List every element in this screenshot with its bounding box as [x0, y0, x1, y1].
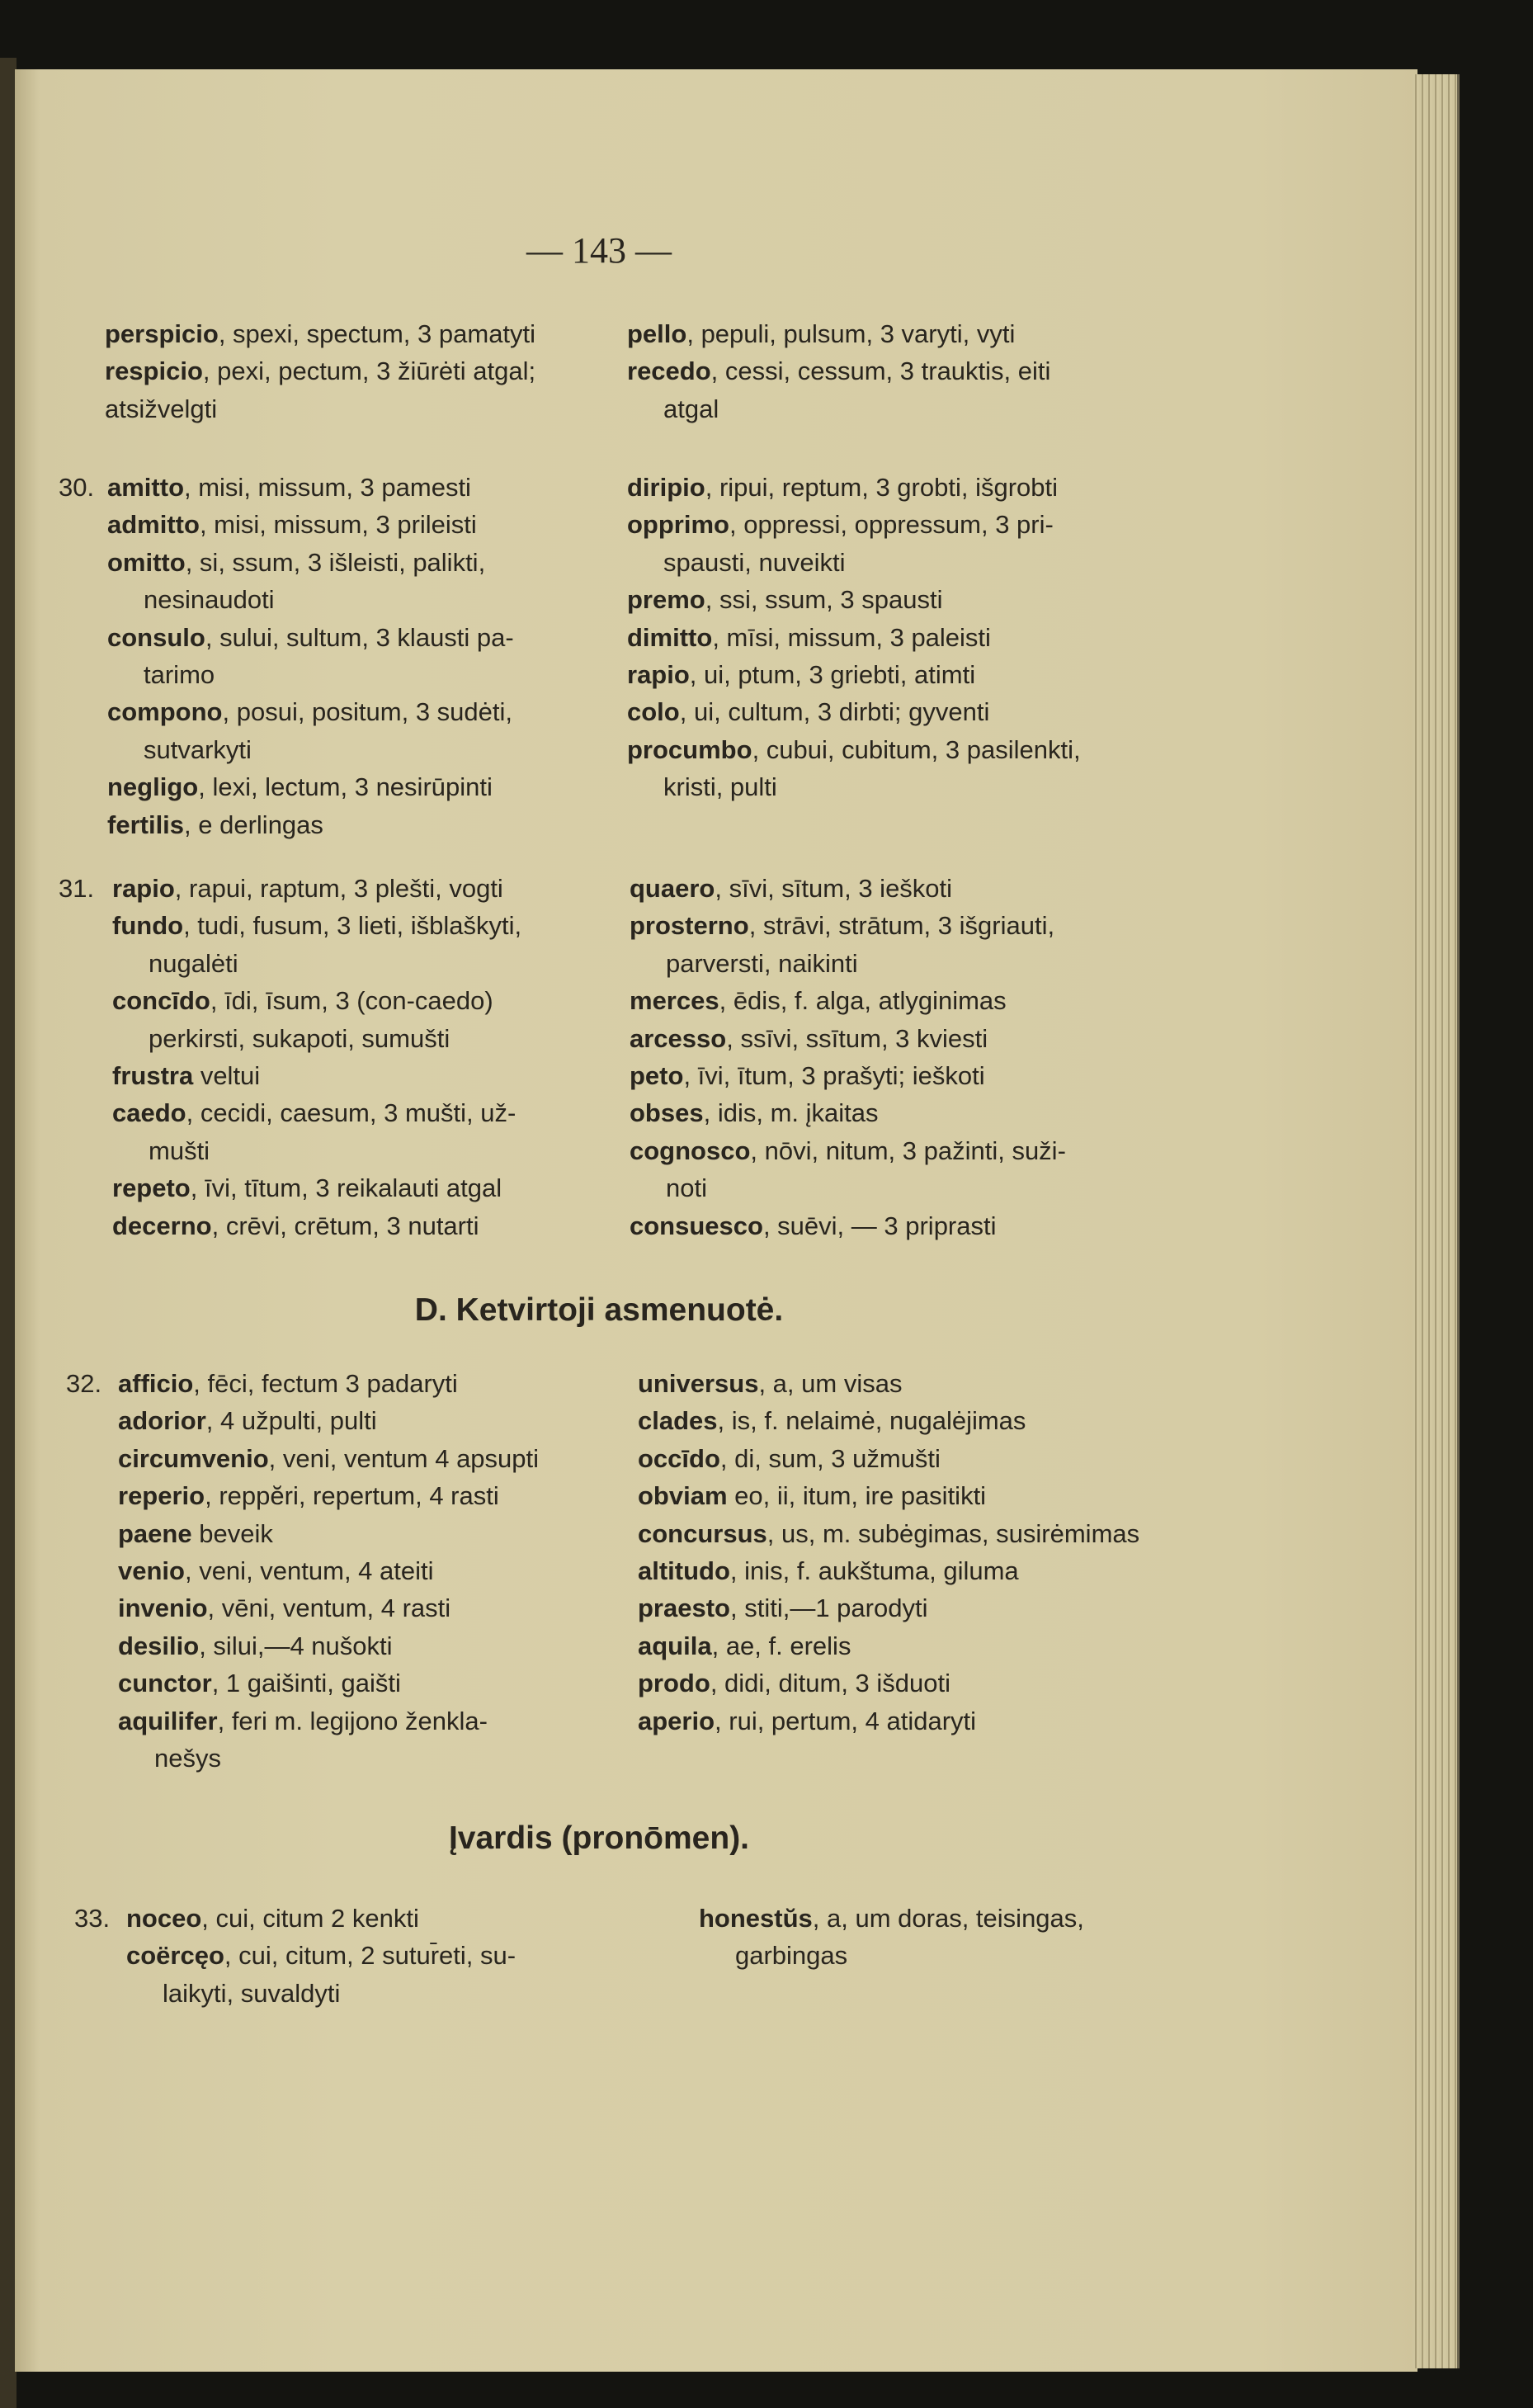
definition-continuation: laikyti, suvaldyti: [163, 1978, 341, 2008]
headword: prosterno: [630, 911, 749, 941]
vocabulary-entry: [638, 1627, 1139, 1664]
vocabulary-entry: [638, 1440, 1139, 1477]
vocabulary-entry: [638, 1552, 1139, 1589]
definition-continuation: nesinaudoti: [144, 585, 275, 615]
vocabulary-entry: [638, 1477, 1139, 1514]
vocabulary-entry: [627, 619, 1081, 656]
vocabulary-entry: [627, 656, 1081, 693]
definition: , cubui, cubitum, 3 pasilenkti,: [752, 734, 1081, 764]
headword: coërcęo: [126, 1941, 224, 1971]
definition: , vēni, ventum, 4 rasti: [207, 1594, 451, 1623]
definition: , crēvi, crētum, 3 nutarti: [211, 1211, 479, 1240]
headword: omitto: [107, 547, 186, 577]
definition: , 1 gaišinti, gaišti: [211, 1669, 401, 1698]
definition-continuation: atsižvelgti: [105, 394, 218, 423]
headword: consuesco: [630, 1211, 763, 1240]
definition-continuation: garbingas: [735, 1941, 848, 1971]
definition: eo, ii, itum, ire pasitikti: [727, 1481, 987, 1511]
definition: , 4 užpulti, pulti: [205, 1406, 377, 1436]
definition: , fēci, fectum 3 padaryti: [193, 1369, 458, 1398]
vocabulary-entry: [638, 1664, 1139, 1702]
section-number: 30.: [59, 473, 95, 502]
definition: , misi, missum, 3 pamesti: [184, 473, 471, 502]
headword: noceo: [126, 1904, 202, 1933]
left-column-entries: [112, 870, 521, 1244]
headword: recedo: [627, 356, 711, 386]
definition: , ēdis, f. alga, atlyginimas: [719, 986, 1007, 1016]
definition: , posui, positum, 3 sudėti,: [222, 697, 513, 727]
section-number: 33.: [74, 1904, 111, 1933]
definition: , rui, pertum, 4 atidaryti: [715, 1706, 977, 1735]
headword: rapio: [627, 659, 690, 689]
headword: procumbo: [627, 734, 752, 764]
headword: decerno: [112, 1211, 212, 1240]
definition: , di, sum, 3 užmušti: [719, 1443, 941, 1473]
section-number: 31.: [59, 874, 95, 903]
vocabulary-entry: [112, 907, 521, 944]
headword: occīdo: [638, 1443, 720, 1473]
vocabulary-entry: [638, 1515, 1139, 1552]
definition: , strāvi, strātum, 3 išgriauti,: [748, 911, 1055, 941]
right-column-entries: [627, 315, 1050, 427]
headword: aquila: [638, 1631, 712, 1660]
definition: , cui, citum 2 kenkti: [201, 1904, 419, 1933]
right-column-entries: [699, 1900, 1084, 1975]
definition: , suēvi, — 3 priprasti: [762, 1211, 997, 1240]
vocabulary-entry: [630, 1094, 1066, 1131]
vocabulary-entry: [112, 1207, 521, 1244]
definition: , īvi, tītum, 3 reikalauti atgal: [190, 1173, 502, 1203]
definition: , is, f. nelaimė, nugalėjimas: [717, 1406, 1026, 1436]
definition: , silui,—4 nušokti: [199, 1631, 393, 1660]
definition: , sīvi, sītum, 3 ieškoti: [715, 874, 953, 903]
headword: obses: [630, 1098, 704, 1128]
vocabulary-entry: [630, 1207, 1066, 1244]
definition-continuation: atgal: [663, 394, 719, 423]
vocabulary-entry: [627, 506, 1081, 543]
definition: , ssi, ssum, 3 spausti: [705, 585, 943, 615]
headword: reperio: [118, 1481, 205, 1511]
section-heading-fourth-conjugation: D. Ketvirtoji asmenuotė.: [414, 1292, 784, 1328]
definition: , a, um doras, teisingas,: [812, 1904, 1084, 1933]
vocabulary-entry: [627, 352, 1050, 390]
headword: concīdo: [112, 986, 210, 1016]
vocabulary-entry: [105, 315, 535, 352]
headword: praesto: [638, 1594, 730, 1623]
vocabulary-entry: [107, 768, 514, 805]
headword: desilio: [118, 1631, 200, 1660]
vocabulary-entry: [112, 1169, 521, 1206]
vocabulary-entry: [630, 1057, 1066, 1094]
definition: , pexi, pectum, 3 žiūrėti atgal;: [202, 356, 536, 386]
vocabulary-entry: [699, 1900, 1084, 1937]
left-column-entries: [107, 469, 514, 843]
vocabulary-entry: [627, 581, 1081, 618]
definition: , nōvi, nitum, 3 pažinti, suži-: [750, 1136, 1066, 1165]
definition-continuation: perkirsti, sukapoti, sumušti: [149, 1023, 450, 1053]
definition: , ui, ptum, 3 griebti, atimti: [689, 659, 976, 689]
vocabulary-entry: [107, 506, 514, 543]
vocabulary-entry: [107, 619, 514, 656]
vocabulary-entry: [638, 1365, 1139, 1402]
vocabulary-entry: [112, 1057, 521, 1094]
headword: honestŭs: [699, 1904, 813, 1933]
right-column-entries: [627, 469, 1081, 806]
definition: , feri m. legijono ženkla-: [217, 1706, 488, 1735]
headword: universus: [638, 1369, 759, 1398]
vocabulary-entry: [638, 1702, 1139, 1740]
definition: , veni, ventum 4 apsupti: [268, 1443, 540, 1473]
definition: , mīsi, missum, 3 paleisti: [712, 622, 991, 652]
headword: rapio: [112, 874, 175, 903]
definition: , īdi, īsum, 3 (con-caedo): [210, 986, 493, 1016]
definition: , si, ssum, 3 išleisti, palikti,: [185, 547, 486, 577]
vocabulary-entry: [112, 1094, 521, 1131]
headword: compono: [107, 697, 223, 727]
vocabulary-entry: [627, 731, 1081, 768]
vocabulary-entry: [126, 1900, 516, 1937]
definition-continuation: nugalėti: [149, 948, 238, 978]
vocabulary-entry: [107, 544, 514, 581]
definition: , ssīvi, ssītum, 3 kviesti: [726, 1023, 988, 1053]
left-column-entries: [105, 315, 535, 427]
vocabulary-entry: [118, 1589, 539, 1627]
headword: afficio: [118, 1369, 194, 1398]
definition-continuation: tarimo: [144, 659, 215, 689]
definition: , idis, m. įkaitas: [703, 1098, 879, 1128]
definition-continuation: nešys: [154, 1743, 221, 1773]
headword: amitto: [107, 473, 184, 502]
definition: , ae, f. erelis: [711, 1631, 851, 1660]
definition-continuation: noti: [666, 1173, 707, 1203]
headword: respicio: [105, 356, 203, 386]
vocabulary-entry: [630, 907, 1066, 944]
vocabulary-entry: [638, 1402, 1139, 1439]
definition: , īvi, ītum, 3 prašyti; ieškoti: [683, 1060, 985, 1090]
headword: frustra: [112, 1060, 194, 1090]
headword: aquilifer: [118, 1706, 218, 1735]
definition: , didi, ditum, 3 išduoti: [710, 1669, 951, 1698]
page-edges: [1413, 74, 1460, 2368]
definition: , reppĕri, repertum, 4 rasti: [205, 1481, 499, 1511]
vocabulary-entry: [630, 982, 1066, 1019]
vocabulary-entry: [107, 806, 514, 843]
definition: , cecidi, caesum, 3 mušti, už-: [186, 1098, 517, 1128]
headword: clades: [638, 1406, 718, 1436]
headword: aperio: [638, 1706, 715, 1735]
vocabulary-entry: [118, 1627, 539, 1664]
vocabulary-entry: [112, 982, 521, 1019]
definition: , ui, cultum, 3 dirbti; gyventi: [679, 697, 990, 727]
book-gutter: [0, 58, 17, 2408]
right-column-entries: [630, 870, 1066, 1244]
vocabulary-entry: [118, 1552, 539, 1589]
headword: dimitto: [627, 622, 713, 652]
vocabulary-entry: [118, 1664, 539, 1702]
definition: , e derlingas: [184, 810, 323, 839]
definition: , cui, citum, 2 sutur̄eti, su-: [224, 1941, 517, 1971]
left-column-entries: [126, 1900, 516, 2012]
headword: cognosco: [630, 1136, 751, 1165]
page-number: — 143 —: [526, 230, 672, 271]
headword: admitto: [107, 510, 200, 540]
vocabulary-entry: [107, 469, 514, 506]
definition: , ripui, reptum, 3 grobti, išgrobti: [705, 473, 1059, 502]
definition-continuation: kristi, pulti: [663, 772, 777, 802]
headword: cunctor: [118, 1669, 212, 1698]
vocabulary-entry: [627, 315, 1050, 352]
vocabulary-entry: [118, 1365, 539, 1402]
definition-continuation: parversti, naikinti: [666, 948, 858, 978]
definition-continuation: sutvarkyti: [144, 734, 252, 764]
headword: altitudo: [638, 1556, 730, 1585]
definition: , us, m. subėgimas, susirėmimas: [766, 1518, 1140, 1548]
definition-continuation: mušti: [149, 1136, 210, 1165]
definition: , misi, missum, 3 prileisti: [199, 510, 477, 540]
headword: pello: [627, 319, 687, 348]
vocabulary-entry: [118, 1515, 539, 1552]
vocabulary-entry: [627, 693, 1081, 730]
headword: prodo: [638, 1669, 710, 1698]
headword: premo: [627, 585, 705, 615]
definition: , stiti,—1 parodyti: [729, 1594, 928, 1623]
headword: opprimo: [627, 510, 729, 540]
headword: merces: [630, 986, 719, 1016]
headword: obviam: [638, 1481, 728, 1511]
headword: caedo: [112, 1098, 186, 1128]
headword: arcesso: [630, 1023, 727, 1053]
headword: fertilis: [107, 810, 185, 839]
definition: , sului, sultum, 3 klausti pa-: [205, 622, 514, 652]
vocabulary-entry: [627, 469, 1081, 506]
headword: circumvenio: [118, 1443, 269, 1473]
headword: perspicio: [105, 319, 219, 348]
definition: , veni, ventum, 4 ateiti: [184, 1556, 434, 1585]
definition: , lexi, lectum, 3 nesirūpinti: [198, 772, 493, 802]
headword: invenio: [118, 1594, 208, 1623]
definition-continuation: spausti, nuveikti: [663, 547, 846, 577]
vocabulary-entry: [630, 1132, 1066, 1169]
headword: diripio: [627, 473, 705, 502]
definition: , cessi, cessum, 3 trauktis, eiti: [710, 356, 1051, 386]
headword: concursus: [638, 1518, 767, 1548]
headword: adorior: [118, 1406, 206, 1436]
vocabulary-entry: [126, 1937, 516, 1974]
headword: colo: [627, 697, 680, 727]
headword: consulo: [107, 622, 205, 652]
definition: veltui: [193, 1060, 261, 1090]
vocabulary-entry: [105, 352, 535, 390]
definition: beveik: [191, 1518, 273, 1548]
vocabulary-entry: [118, 1477, 539, 1514]
definition: , spexi, spectum, 3 pamatyti: [218, 319, 536, 348]
headword: repeto: [112, 1173, 191, 1203]
section-heading-pronoun: Įvardis (pronōmen).: [448, 1820, 750, 1856]
vocabulary-entry: [630, 870, 1066, 907]
headword: fundo: [112, 911, 184, 941]
definition: , a, um visas: [758, 1369, 903, 1398]
section-number: 32.: [66, 1369, 102, 1398]
definition: , tudi, fusum, 3 lieti, išblaškyti,: [183, 911, 522, 941]
vocabulary-entry: [118, 1402, 539, 1439]
headword: paene: [118, 1518, 192, 1548]
vocabulary-entry: [638, 1589, 1139, 1627]
vocabulary-entry: [630, 1020, 1066, 1057]
left-column-entries: [118, 1365, 539, 1777]
definition: , rapui, raptum, 3 plešti, vogti: [174, 874, 503, 903]
vocabulary-entry: [118, 1440, 539, 1477]
vocabulary-entry: [107, 693, 514, 730]
headword: quaero: [630, 874, 715, 903]
vocabulary-entry: [112, 870, 521, 907]
headword: venio: [118, 1556, 185, 1585]
definition: , pepuli, pulsum, 3 varyti, vyti: [686, 319, 1016, 348]
headword: negligo: [107, 772, 199, 802]
headword: peto: [630, 1060, 684, 1090]
definition: , oppressi, oppressum, 3 pri-: [729, 510, 1054, 540]
definition: , inis, f. aukštuma, giluma: [729, 1556, 1019, 1585]
right-column-entries: [638, 1365, 1139, 1740]
vocabulary-entry: [118, 1702, 539, 1740]
